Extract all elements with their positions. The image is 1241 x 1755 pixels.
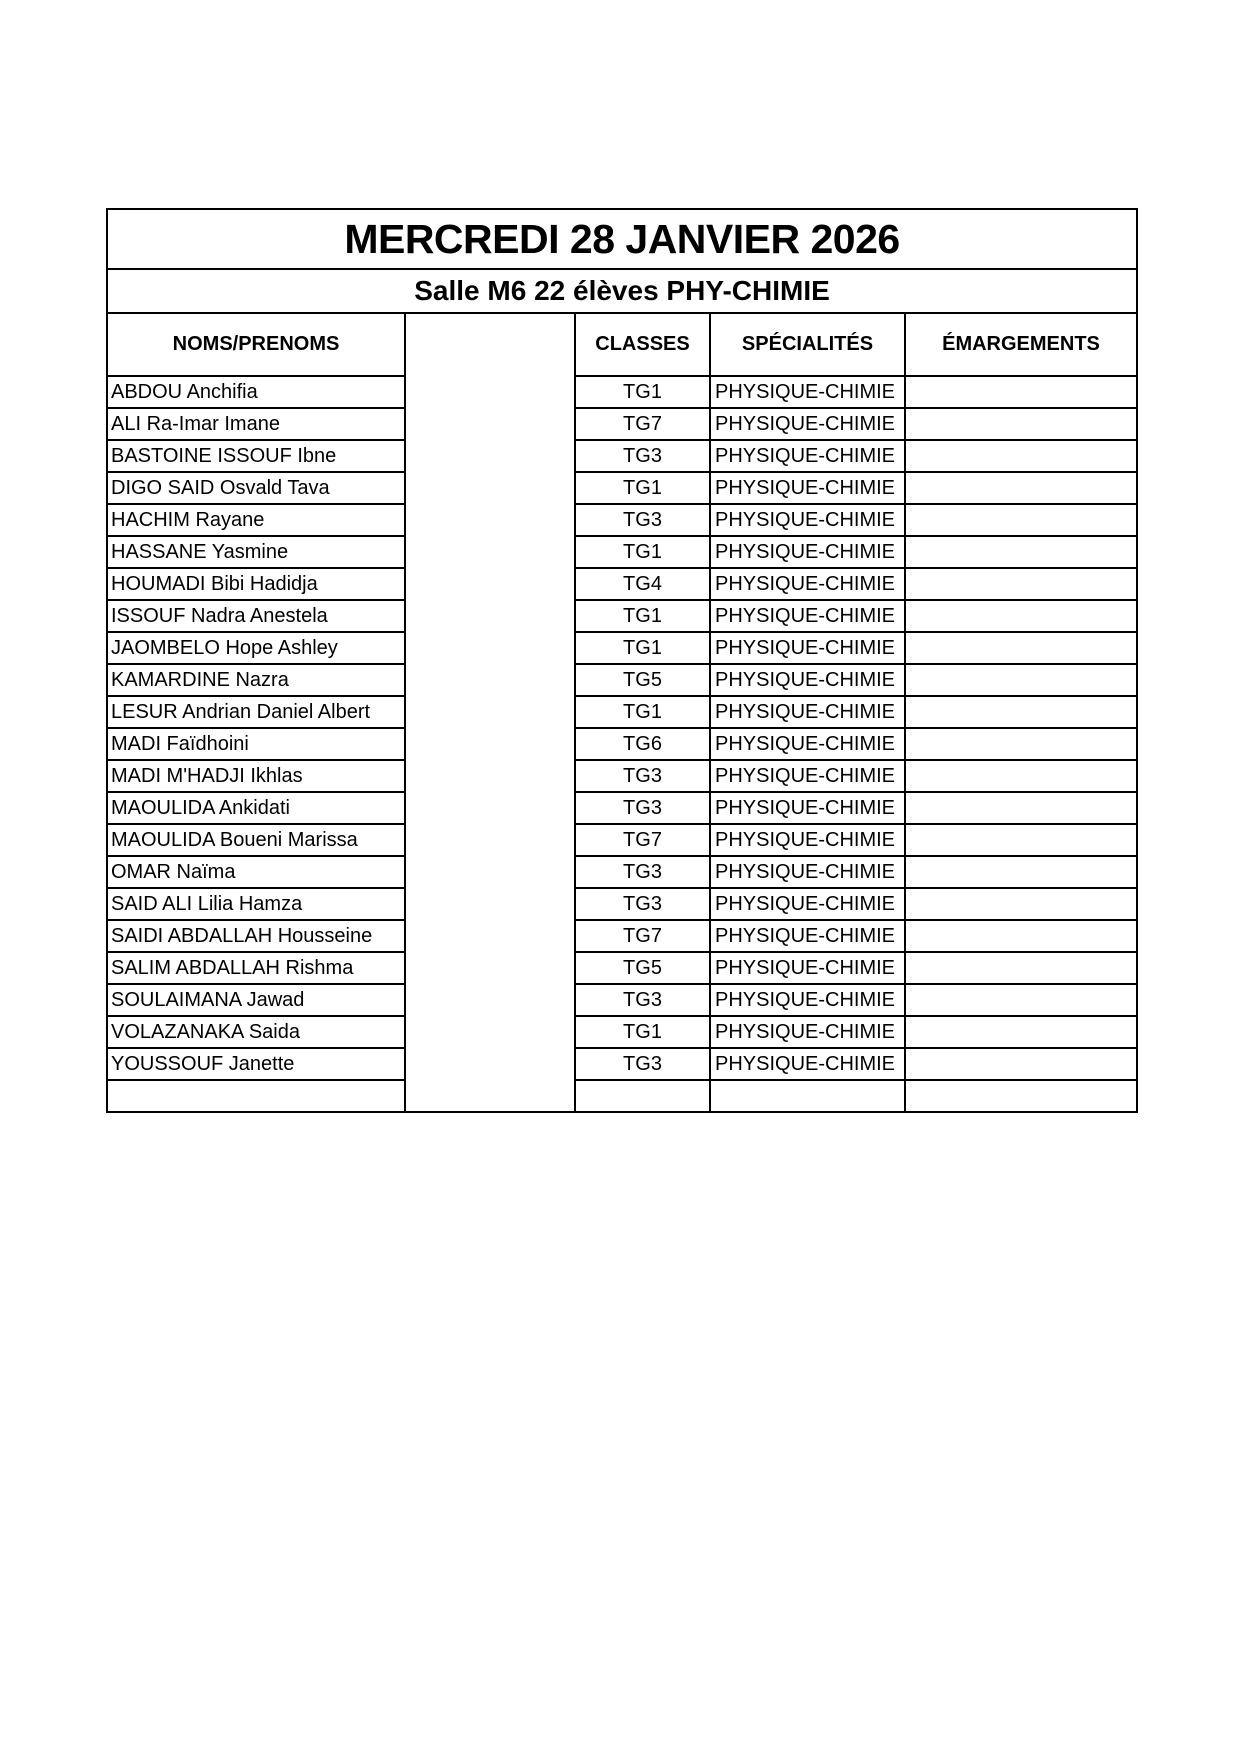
table-row — [107, 472, 1137, 504]
student-name: SALIM ABDALLAH Rishma — [107, 952, 405, 984]
student-name: BASTOINE ISSOUF Ibne — [107, 440, 405, 472]
blank-cell — [405, 472, 575, 504]
blank-cell — [405, 376, 575, 408]
student-specialite: PHYSIQUE-CHIMIE — [710, 1016, 905, 1048]
student-name: ALI Ra-Imar Imane — [107, 408, 405, 440]
signature-cell[interactable] — [905, 536, 1137, 568]
header-emargements: ÉMARGEMENTS — [905, 313, 1137, 376]
student-name: JAOMBELO Hope Ashley — [107, 632, 405, 664]
table-row — [107, 568, 1137, 600]
student-class: TG1 — [575, 1016, 710, 1048]
signature-cell[interactable] — [905, 984, 1137, 1016]
blank-cell — [405, 792, 575, 824]
table-row — [107, 440, 1137, 472]
blank-cell — [405, 728, 575, 760]
student-name: MAOULIDA Ankidati — [107, 792, 405, 824]
student-specialite: PHYSIQUE-CHIMIE — [710, 824, 905, 856]
student-specialite: PHYSIQUE-CHIMIE — [710, 376, 905, 408]
blank-cell — [405, 664, 575, 696]
table-row — [107, 1080, 1137, 1112]
room-subtitle: Salle M6 22 élèves PHY-CHIMIE — [107, 269, 1137, 313]
student-class: TG4 — [575, 568, 710, 600]
table-row — [107, 1048, 1137, 1080]
student-class — [575, 1080, 710, 1112]
table-row — [107, 1016, 1137, 1048]
student-class: TG1 — [575, 472, 710, 504]
blank-cell — [405, 440, 575, 472]
signature-cell[interactable] — [905, 824, 1137, 856]
signature-cell[interactable] — [905, 664, 1137, 696]
table-row — [107, 376, 1137, 408]
blank-cell — [405, 1080, 575, 1112]
student-specialite: PHYSIQUE-CHIMIE — [710, 888, 905, 920]
student-specialite: PHYSIQUE-CHIMIE — [710, 408, 905, 440]
table-row — [107, 824, 1137, 856]
signature-cell[interactable] — [905, 568, 1137, 600]
blank-cell — [405, 888, 575, 920]
student-class: TG7 — [575, 408, 710, 440]
student-name: DIGO SAID Osvald Tava — [107, 472, 405, 504]
signature-cell[interactable] — [905, 1080, 1137, 1112]
student-class: TG1 — [575, 600, 710, 632]
signature-cell[interactable] — [905, 600, 1137, 632]
signature-cell[interactable] — [905, 856, 1137, 888]
student-class: TG1 — [575, 632, 710, 664]
blank-cell — [405, 696, 575, 728]
signature-cell[interactable] — [905, 440, 1137, 472]
student-specialite: PHYSIQUE-CHIMIE — [710, 472, 905, 504]
table-row — [107, 696, 1137, 728]
blank-cell — [405, 984, 575, 1016]
blank-cell — [405, 824, 575, 856]
student-class: TG3 — [575, 984, 710, 1016]
signature-cell[interactable] — [905, 504, 1137, 536]
blank-cell — [405, 504, 575, 536]
student-specialite: PHYSIQUE-CHIMIE — [710, 440, 905, 472]
signature-cell[interactable] — [905, 408, 1137, 440]
table-row — [107, 408, 1137, 440]
student-specialite: PHYSIQUE-CHIMIE — [710, 984, 905, 1016]
signature-cell[interactable] — [905, 1048, 1137, 1080]
student-name — [107, 1080, 405, 1112]
header-specialites: SPÉCIALITÉS — [710, 313, 905, 376]
student-name: HOUMADI Bibi Hadidja — [107, 568, 405, 600]
student-name: LESUR Andrian Daniel Albert — [107, 696, 405, 728]
table-row — [107, 984, 1137, 1016]
student-specialite: PHYSIQUE-CHIMIE — [710, 632, 905, 664]
student-specialite: PHYSIQUE-CHIMIE — [710, 792, 905, 824]
table-row — [107, 760, 1137, 792]
attendance-sheet — [106, 208, 1136, 1113]
signature-cell[interactable] — [905, 472, 1137, 504]
signature-cell[interactable] — [905, 696, 1137, 728]
blank-cell — [405, 536, 575, 568]
student-specialite: PHYSIQUE-CHIMIE — [710, 856, 905, 888]
blank-cell — [405, 408, 575, 440]
student-specialite: PHYSIQUE-CHIMIE — [710, 600, 905, 632]
student-name: ABDOU Anchifia — [107, 376, 405, 408]
header-row — [107, 313, 1137, 376]
student-specialite: PHYSIQUE-CHIMIE — [710, 1048, 905, 1080]
student-specialite: PHYSIQUE-CHIMIE — [710, 696, 905, 728]
blank-cell — [405, 600, 575, 632]
header-classes: CLASSES — [575, 313, 710, 376]
student-class: TG1 — [575, 696, 710, 728]
student-class: TG3 — [575, 1048, 710, 1080]
header-blank — [405, 313, 575, 376]
table-row — [107, 920, 1137, 952]
student-specialite: PHYSIQUE-CHIMIE — [710, 920, 905, 952]
student-specialite: PHYSIQUE-CHIMIE — [710, 664, 905, 696]
signature-cell[interactable] — [905, 952, 1137, 984]
student-name: ISSOUF Nadra Anestela — [107, 600, 405, 632]
signature-cell[interactable] — [905, 1016, 1137, 1048]
blank-cell — [405, 920, 575, 952]
signature-cell[interactable] — [905, 728, 1137, 760]
student-class: TG6 — [575, 728, 710, 760]
student-name: SAID ALI Lilia Hamza — [107, 888, 405, 920]
student-specialite: PHYSIQUE-CHIMIE — [710, 504, 905, 536]
student-name: VOLAZANAKA Saida — [107, 1016, 405, 1048]
student-specialite: PHYSIQUE-CHIMIE — [710, 536, 905, 568]
student-name: MADI Faïdhoini — [107, 728, 405, 760]
table-row — [107, 952, 1137, 984]
student-name: OMAR Naïma — [107, 856, 405, 888]
student-class: TG1 — [575, 376, 710, 408]
student-class: TG7 — [575, 824, 710, 856]
signature-cell[interactable] — [905, 920, 1137, 952]
header-names: NOMS/PRENOMS — [107, 313, 405, 376]
student-class: TG3 — [575, 792, 710, 824]
table-row — [107, 888, 1137, 920]
student-specialite: PHYSIQUE-CHIMIE — [710, 952, 905, 984]
student-specialite: PHYSIQUE-CHIMIE — [710, 568, 905, 600]
table-row — [107, 856, 1137, 888]
student-class: TG5 — [575, 952, 710, 984]
student-class: TG3 — [575, 440, 710, 472]
student-name: YOUSSOUF Janette — [107, 1048, 405, 1080]
student-specialite — [710, 1080, 905, 1112]
student-class: TG5 — [575, 664, 710, 696]
table-row — [107, 632, 1137, 664]
table-row — [107, 792, 1137, 824]
signature-cell[interactable] — [905, 760, 1137, 792]
student-class: TG3 — [575, 856, 710, 888]
blank-cell — [405, 856, 575, 888]
page-title: MERCREDI 28 JANVIER 2026 — [107, 209, 1137, 269]
blank-cell — [405, 1048, 575, 1080]
blank-cell — [405, 760, 575, 792]
student-name: MAOULIDA Boueni Marissa — [107, 824, 405, 856]
blank-cell — [405, 952, 575, 984]
student-name: KAMARDINE Nazra — [107, 664, 405, 696]
table-row — [107, 664, 1137, 696]
blank-cell — [405, 568, 575, 600]
student-class: TG3 — [575, 888, 710, 920]
student-name: MADI M'HADJI Ikhlas — [107, 760, 405, 792]
student-name: SOULAIMANA Jawad — [107, 984, 405, 1016]
blank-cell — [405, 632, 575, 664]
signature-cell[interactable] — [905, 888, 1137, 920]
student-name: SAIDI ABDALLAH Housseine — [107, 920, 405, 952]
table-row — [107, 728, 1137, 760]
blank-cell — [405, 1016, 575, 1048]
student-class: TG1 — [575, 536, 710, 568]
signature-cell[interactable] — [905, 792, 1137, 824]
signature-cell[interactable] — [905, 376, 1137, 408]
student-name: HASSANE Yasmine — [107, 536, 405, 568]
student-class: TG3 — [575, 504, 710, 536]
table-row — [107, 504, 1137, 536]
student-class: TG7 — [575, 920, 710, 952]
student-specialite: PHYSIQUE-CHIMIE — [710, 760, 905, 792]
student-name: HACHIM Rayane — [107, 504, 405, 536]
student-class: TG3 — [575, 760, 710, 792]
signature-cell[interactable] — [905, 632, 1137, 664]
attendance-table — [106, 208, 1138, 1113]
table-row — [107, 600, 1137, 632]
student-specialite: PHYSIQUE-CHIMIE — [710, 728, 905, 760]
table-row — [107, 536, 1137, 568]
